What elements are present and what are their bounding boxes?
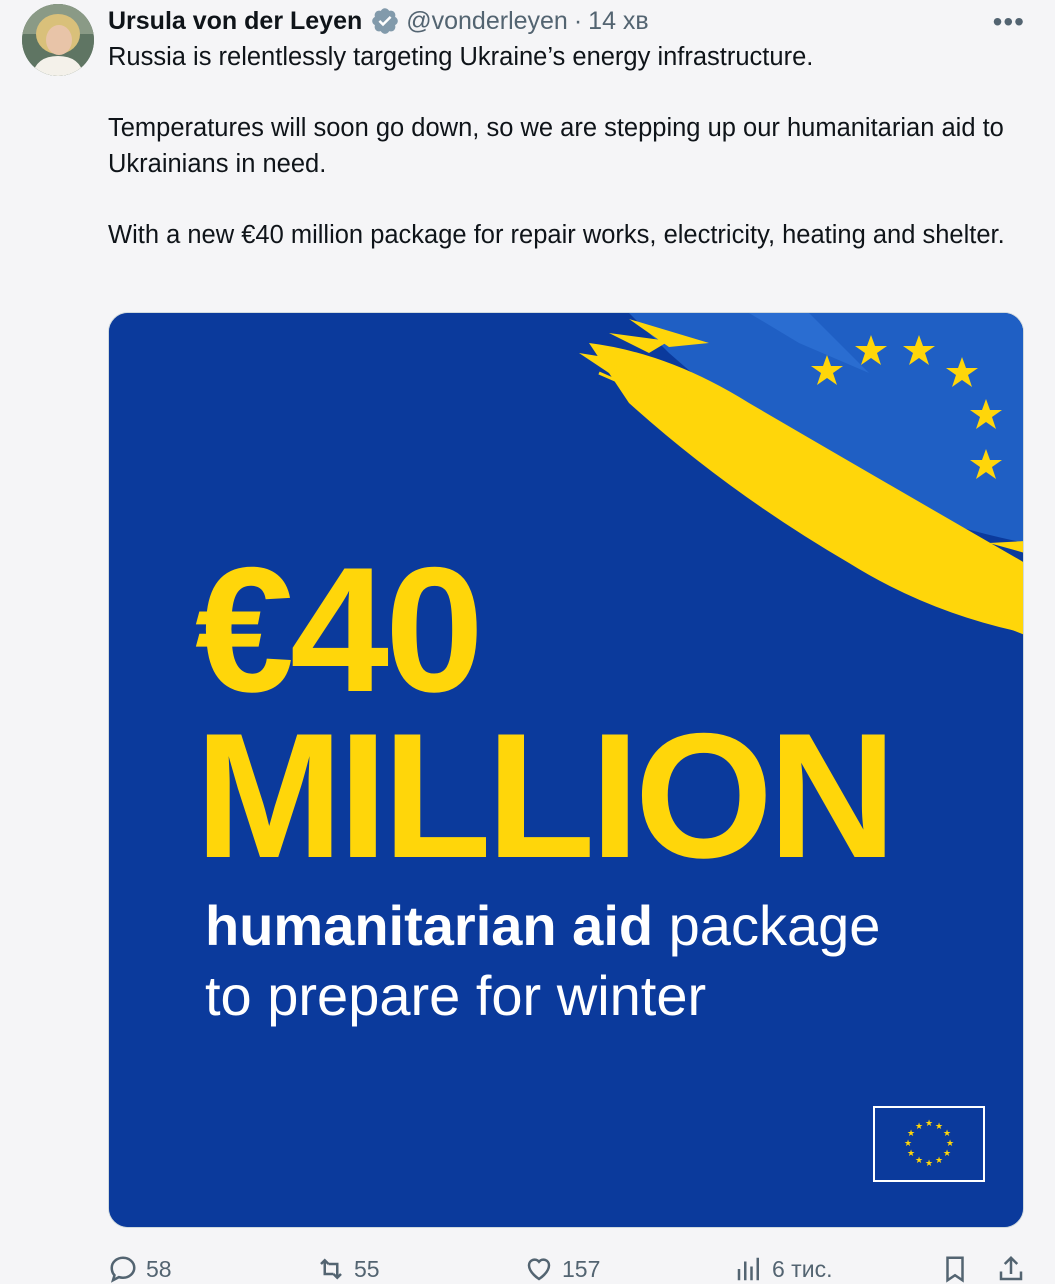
caption-bold: humanitarian aid xyxy=(205,894,654,957)
tweet-image[interactable] xyxy=(108,312,1024,1228)
tweet-text xyxy=(108,40,1018,289)
verified-badge-icon[interactable] xyxy=(370,6,400,36)
amount-unit-heading: MILLION xyxy=(195,696,892,895)
more-horizontal-icon[interactable]: ••• xyxy=(992,6,1025,37)
svg-text:★: ★ xyxy=(945,1139,955,1149)
tweet-header xyxy=(108,4,649,38)
image-caption xyxy=(205,891,880,1031)
svg-text:★: ★ xyxy=(903,1139,913,1149)
caption-line-2: to prepare for winter xyxy=(205,964,707,1027)
tweet-paragraph: Temperatures will soon go down, so we are stepping up our humanitarian aid to Ukrainians in need. xyxy=(108,114,1004,178)
svg-text:★: ★ xyxy=(934,1122,944,1132)
amount-heading: €40 xyxy=(195,530,480,729)
svg-text:★: ★ xyxy=(934,1156,944,1166)
svg-text:★: ★ xyxy=(914,1156,924,1166)
svg-text:★: ★ xyxy=(906,1129,916,1139)
svg-text:★: ★ xyxy=(942,1129,952,1139)
timestamp[interactable]: 14 хв xyxy=(588,6,649,35)
caption-rest: package xyxy=(653,894,881,957)
avatar-image xyxy=(22,4,94,76)
eu-flag-logo xyxy=(873,1106,985,1182)
avatar[interactable] xyxy=(22,4,94,76)
svg-text:★: ★ xyxy=(924,1159,934,1169)
tweet-paragraph: With a new €40 million package for repair works, electricity, heating and shelter. xyxy=(108,220,1005,249)
like-count: 157 xyxy=(562,1255,601,1282)
author-handle[interactable]: @vonderleyen xyxy=(406,6,568,35)
repost-count: 55 xyxy=(354,1255,380,1282)
tweet-actions xyxy=(108,1250,1038,1280)
svg-text:★: ★ xyxy=(914,1122,924,1132)
tweet-paragraph: Russia is relentlessly targeting Ukraine’s energy infrastructure. xyxy=(108,43,814,71)
reply-count: 58 xyxy=(146,1255,172,1282)
svg-text:★: ★ xyxy=(906,1149,916,1159)
svg-text:★: ★ xyxy=(924,1119,934,1129)
svg-text:★: ★ xyxy=(942,1149,952,1159)
views-count: 6 тис. xyxy=(772,1255,833,1282)
separator-dot: · xyxy=(573,6,583,35)
author-name[interactable]: Ursula von der Leyen xyxy=(108,6,363,35)
